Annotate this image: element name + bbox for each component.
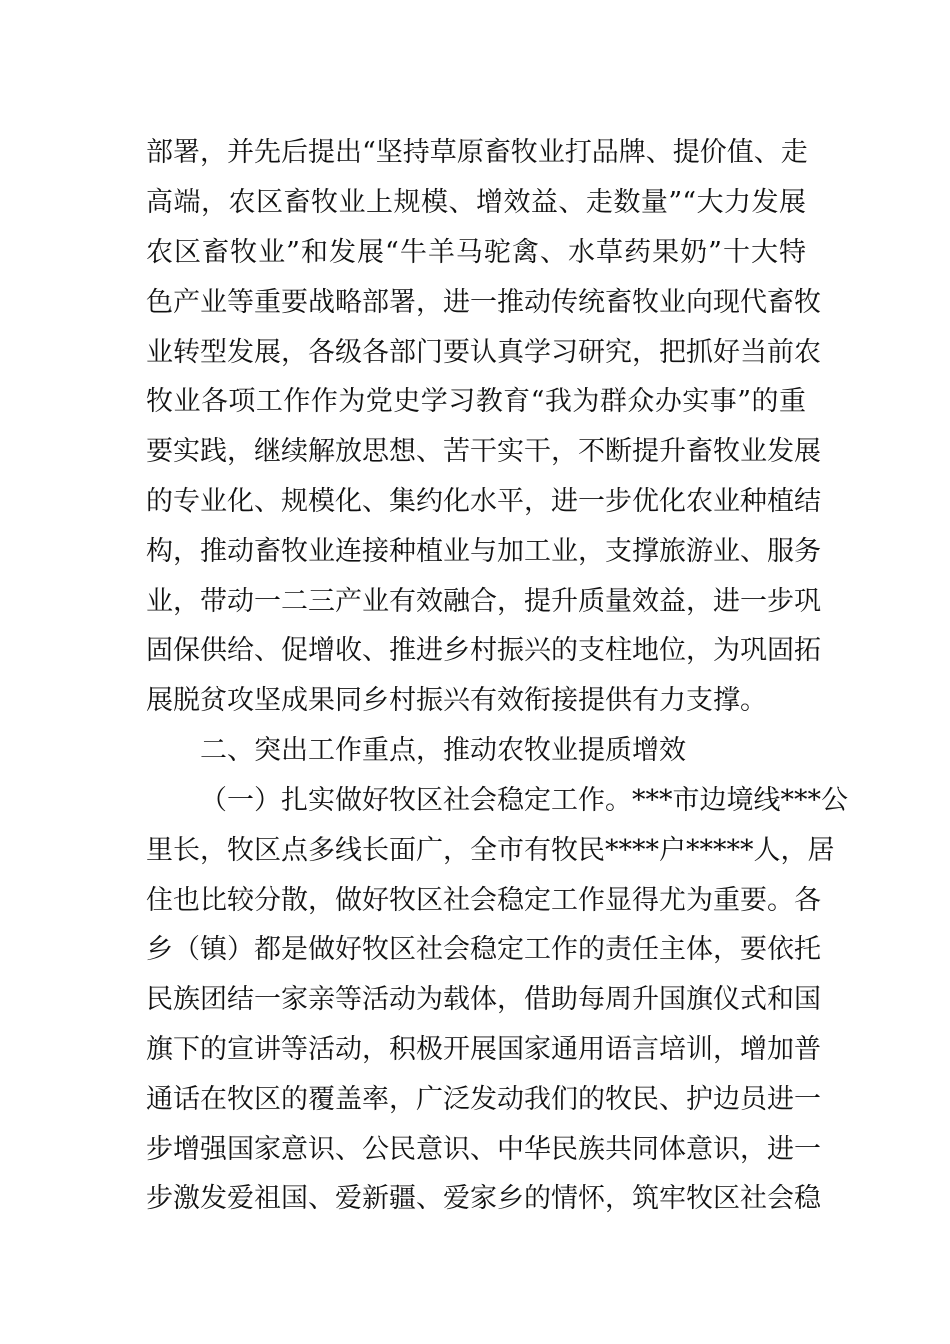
paragraph-2-line-1: （一）扎实做好牧区社会稳定工作。***市边境线***公 xyxy=(200,785,848,816)
paragraph-1-line-12: 展脱贫攻坚成果同乡村振兴有效衔接提供有力支撑。 xyxy=(146,685,767,716)
paragraph-1-line-6: 牧业各项工作作为党史学习教育“我为群众办实事”的重 xyxy=(146,386,806,417)
paragraph-1-line-11: 固保供给、促增收、推进乡村振兴的支柱地位，为巩固拓 xyxy=(146,635,821,666)
paragraph-1-line-1: 部署，并先后提出“坚持草原畜牧业打品牌、提价值、走 xyxy=(146,137,808,168)
section-heading: 二、突出工作重点，推动农牧业提质增效 xyxy=(200,735,686,766)
paragraph-1-line-3: 农区畜牧业”和发展“牛羊马驼禽、水草药果奶”十大特 xyxy=(146,237,806,268)
paragraph-1-line-10: 业，带动一二三产业有效融合，提升质量效益，进一步巩 xyxy=(146,586,821,617)
paragraph-1-line-7: 要实践，继续解放思想、苦干实干，不断提升畜牧业发展 xyxy=(146,436,821,467)
paragraph-2-line-2: 里长，牧区点多线长面广，全市有牧民****户*****人，居 xyxy=(146,835,835,866)
paragraph-1-line-4: 色产业等重要战略部署，进一推动传统畜牧业向现代畜牧 xyxy=(146,287,821,318)
paragraph-2-line-8: 步增强国家意识、公民意识、中华民族共同体意识，进一 xyxy=(146,1134,821,1165)
paragraph-2-line-9: 步激发爱祖国、爱新疆、爱家乡的情怀，筑牢牧区社会稳 xyxy=(146,1183,821,1214)
paragraph-1-line-2: 高端，农区畜牧业上规模、增效益、走数量”“大力发展 xyxy=(146,187,806,218)
paragraph-2-line-4: 乡（镇）都是做好牧区社会稳定工作的责任主体，要依托 xyxy=(146,934,821,965)
paragraph-1-line-8: 的专业化、规模化、集约化水平，进一步优化农业种植结 xyxy=(146,486,821,517)
paragraph-2-line-5: 民族团结一家亲等活动为载体，借助每周升国旗仪式和国 xyxy=(146,984,821,1015)
paragraph-2-line-7: 通话在牧区的覆盖率，广泛发动我们的牧民、护边员进一 xyxy=(146,1084,821,1115)
paragraph-2-line-6: 旗下的宣讲等活动，积极开展国家通用语言培训，增加普 xyxy=(146,1034,821,1065)
paragraph-1-line-5: 业转型发展，各级各部门要认真学习研究，把抓好当前农 xyxy=(146,337,821,368)
paragraph-1-line-9: 构，推动畜牧业连接种植业与加工业，支撑旅游业、服务 xyxy=(146,536,821,567)
paragraph-2-line-3: 住也比较分散，做好牧区社会稳定工作显得尤为重要。各 xyxy=(146,885,821,916)
